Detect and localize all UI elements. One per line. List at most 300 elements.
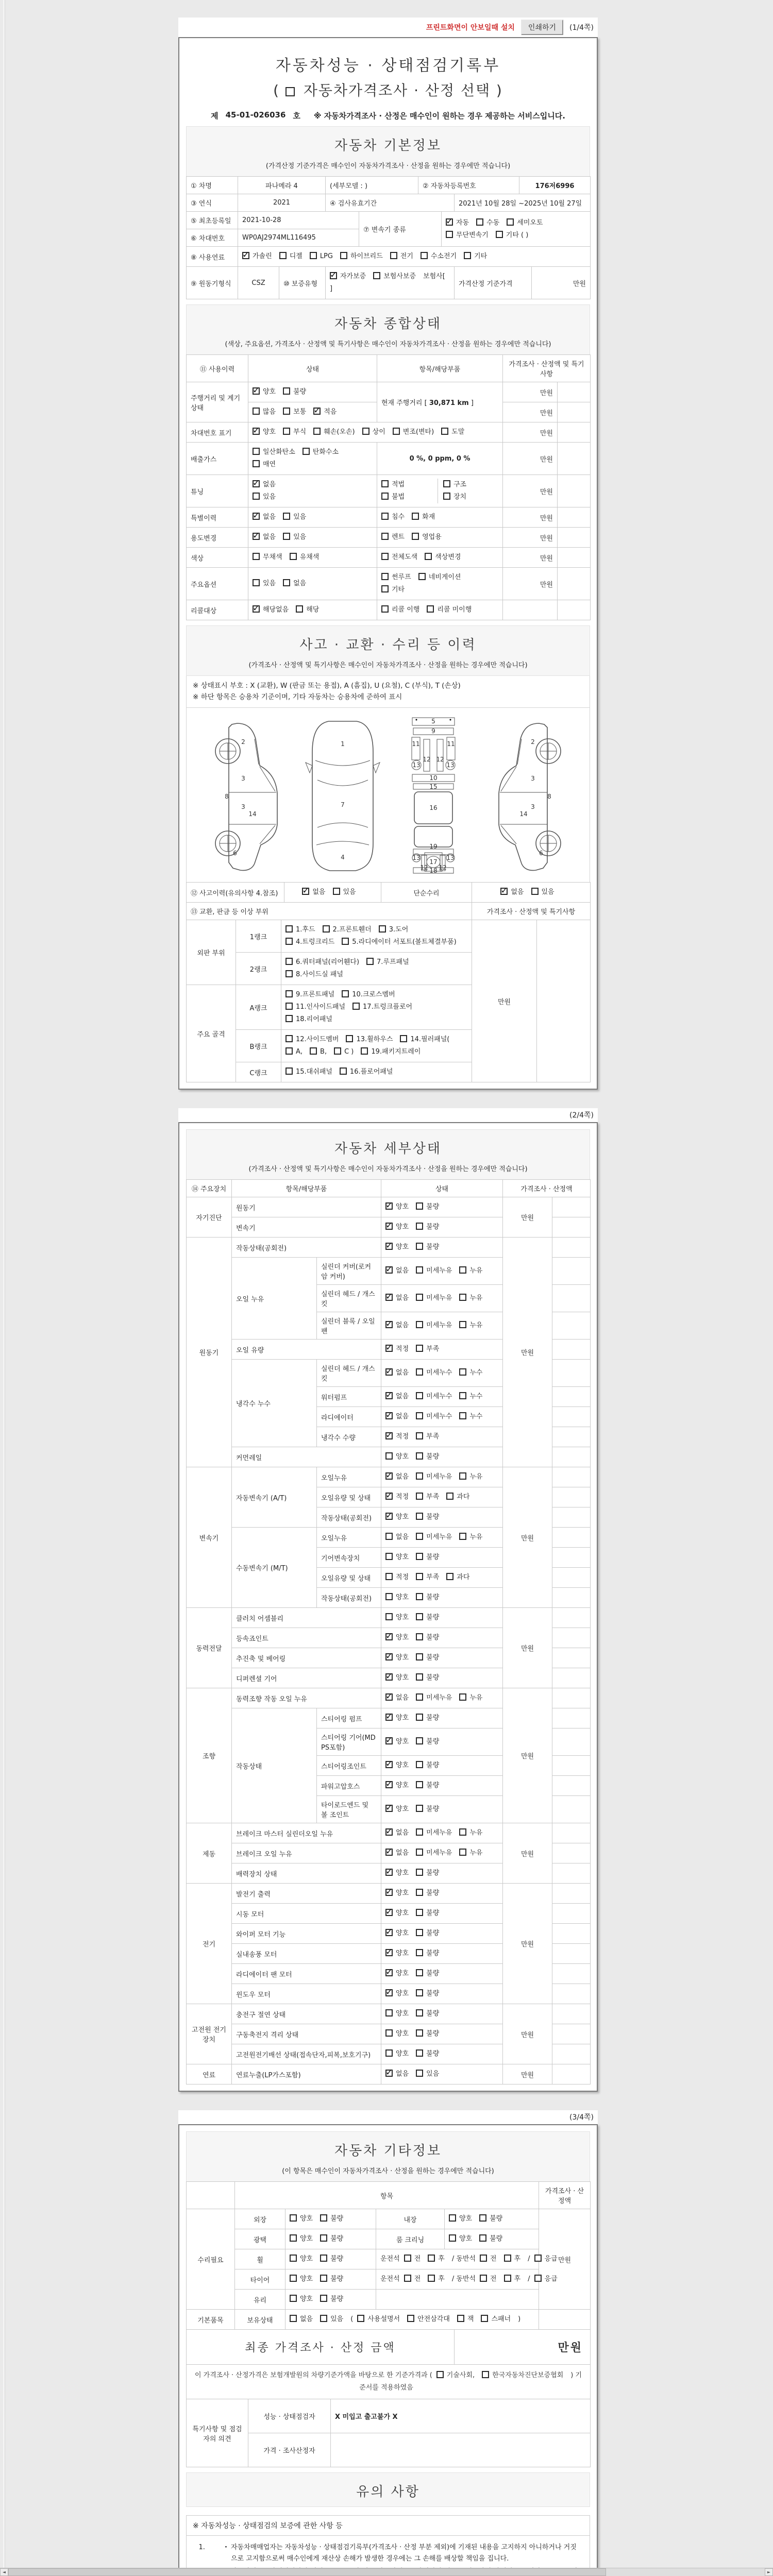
svg-text:8: 8 <box>225 793 229 801</box>
checkbox[interactable] <box>385 1345 393 1352</box>
fuel-options <box>238 247 591 267</box>
checkbox-option: 보통 <box>283 406 306 418</box>
checkbox[interactable] <box>416 1633 423 1640</box>
checkbox[interactable] <box>416 1513 423 1520</box>
checkbox[interactable] <box>443 493 450 500</box>
svg-text:3: 3 <box>531 775 535 783</box>
horizontal-scrollbar[interactable] <box>0 2568 773 2576</box>
checkbox[interactable] <box>283 533 290 540</box>
checkbox-option: ✓ 양호 <box>385 1632 409 1644</box>
checkbox-option: 후 <box>428 2253 445 2265</box>
checkbox[interactable] <box>446 1573 453 1580</box>
checkbox[interactable] <box>285 1035 293 1042</box>
checkbox[interactable] <box>352 1003 360 1010</box>
checkbox[interactable] <box>459 1533 466 1540</box>
checkbox-option: ✓ 양호 <box>385 1221 409 1233</box>
checkbox[interactable] <box>323 925 330 933</box>
checkbox[interactable] <box>416 2029 423 2037</box>
checkbox[interactable] <box>385 1613 393 1620</box>
checkbox-option: ✓ 양호 <box>385 1867 409 1879</box>
checkbox[interactable] <box>416 1909 423 1916</box>
checkbox[interactable] <box>385 1432 393 1439</box>
checkbox-option: 불량 <box>416 1780 439 1792</box>
checkbox[interactable] <box>416 1653 423 1660</box>
checkbox[interactable] <box>385 2049 393 2057</box>
checkbox[interactable] <box>385 1412 393 1419</box>
checkbox-option: 기타 ( ) <box>496 229 529 242</box>
checkbox-option: 불량 <box>416 1221 439 1233</box>
checkbox-option: 불량 <box>416 2028 439 2040</box>
checkbox[interactable] <box>302 888 309 895</box>
checkbox-option: C ) <box>334 1046 354 1058</box>
checkbox-option: 없음 <box>290 2313 313 2326</box>
checkbox-option: 전체도색 <box>381 551 417 564</box>
checkbox[interactable] <box>253 553 260 560</box>
checkbox[interactable] <box>385 1869 393 1876</box>
checkbox-option: ✓ 양호 <box>385 1988 409 2000</box>
checkbox[interactable] <box>412 513 419 520</box>
checkbox[interactable] <box>416 1869 423 1876</box>
checkbox[interactable] <box>480 2275 487 2282</box>
checkbox[interactable] <box>504 2275 511 2282</box>
checkbox[interactable] <box>285 1015 293 1022</box>
checkbox[interactable] <box>500 888 508 895</box>
checkbox[interactable] <box>457 2315 464 2322</box>
checkbox-option: 양호 <box>385 1451 409 1463</box>
checkbox[interactable] <box>385 1653 393 1660</box>
checkbox[interactable] <box>290 2255 297 2262</box>
price-select-checkbox[interactable] <box>285 87 295 96</box>
checkbox[interactable] <box>385 1693 393 1701</box>
checkbox-option: 불량 <box>416 1591 439 1604</box>
checkbox[interactable] <box>253 387 260 395</box>
checkbox[interactable] <box>253 460 260 467</box>
checkbox[interactable] <box>373 272 380 279</box>
checkbox[interactable] <box>390 252 397 259</box>
checkbox[interactable] <box>285 970 293 977</box>
checkbox[interactable] <box>381 513 389 520</box>
section-notice-title: 유의 사항 <box>186 2472 590 2507</box>
state-options <box>381 1548 503 1568</box>
checkbox[interactable] <box>290 2295 297 2302</box>
checkbox[interactable] <box>446 218 453 226</box>
state-options <box>381 1407 503 1427</box>
checkbox[interactable] <box>459 1368 466 1376</box>
first-reg-value: 2021-10-28 <box>238 212 359 229</box>
checkbox[interactable] <box>416 1969 423 1976</box>
checkbox-option: 훼손(오손) <box>313 426 355 438</box>
checkbox[interactable] <box>334 1047 341 1055</box>
checkbox[interactable] <box>342 938 349 945</box>
checkbox[interactable] <box>443 480 450 487</box>
checkbox[interactable] <box>385 1392 393 1399</box>
checkbox[interactable] <box>412 533 419 540</box>
checkbox[interactable] <box>320 2275 327 2282</box>
checkbox[interactable] <box>416 1412 423 1419</box>
checkbox[interactable] <box>290 553 297 560</box>
checkbox[interactable] <box>385 1513 393 1520</box>
device-group: 연료 <box>187 2064 232 2084</box>
device-group: 자기진단 <box>187 1197 232 1238</box>
checkbox[interactable] <box>416 1573 423 1580</box>
checkbox[interactable] <box>381 573 389 580</box>
checkbox[interactable] <box>416 1828 423 1836</box>
checkbox-option: 18.리어패널 <box>285 1013 332 1026</box>
checkbox[interactable] <box>385 2070 393 2077</box>
checkbox[interactable] <box>416 1781 423 1788</box>
state-options <box>381 1608 503 1628</box>
svg-text:12: 12 <box>439 864 447 872</box>
state-options <box>381 1708 503 1728</box>
svg-text:3: 3 <box>531 803 535 811</box>
checkbox[interactable] <box>361 1047 368 1055</box>
checkbox[interactable] <box>283 387 290 395</box>
simple-repair-options <box>472 883 591 903</box>
checkbox-option: ✓없음 <box>385 1319 409 1332</box>
checkbox[interactable] <box>479 2234 486 2242</box>
checkbox[interactable] <box>285 925 293 933</box>
notice-item: · 1. 자동차매매업자는 자동차성능 · 상태점검기록부(가격조사 · 산정 부분 제외)에 기재된 내용을 고지하지 아니하거나 거짓으로 고지함으로써 매수인에게 재산상 손해가 발생한 경우에는 그 손해를 배상할 책임을 집니다. · <box>207 2542 580 2576</box>
checkbox[interactable] <box>320 2234 327 2242</box>
checkbox[interactable] <box>320 2255 327 2262</box>
checkbox[interactable] <box>480 2255 487 2262</box>
checkbox[interactable] <box>381 533 389 540</box>
checkbox-option: 스패너 <box>481 2313 511 2326</box>
install-notice[interactable]: 프린트화면이 안보일때 설치 <box>426 24 515 32</box>
checkbox-option: ✓ 가솔린 <box>242 250 272 263</box>
checkbox[interactable] <box>340 252 347 259</box>
checkbox[interactable] <box>296 605 303 613</box>
checkbox[interactable] <box>285 1067 293 1075</box>
checkbox[interactable] <box>385 1294 393 1301</box>
checkbox[interactable] <box>313 408 321 415</box>
checkbox[interactable] <box>330 272 337 279</box>
basic-row-5: ⑧ 사용연료 ✓ 가솔린 디젤 LPG 하이브리드 전기 수소전기 기타 <box>186 246 591 267</box>
svg-text:14: 14 <box>519 810 528 818</box>
checkbox[interactable] <box>534 2275 542 2282</box>
checkbox[interactable] <box>283 513 290 520</box>
checkbox[interactable] <box>253 428 260 435</box>
checkbox[interactable] <box>459 1472 466 1480</box>
checkbox[interactable] <box>385 1553 393 1560</box>
state-options <box>381 1528 503 1548</box>
checkbox[interactable] <box>385 1929 393 1936</box>
checkbox[interactable] <box>242 252 249 259</box>
checkbox[interactable] <box>459 1321 466 1328</box>
state-options <box>381 1884 503 1904</box>
checkbox[interactable] <box>385 1223 393 1230</box>
checkbox[interactable] <box>385 1828 393 1836</box>
checkbox[interactable] <box>320 2214 327 2222</box>
checkbox[interactable] <box>416 1714 423 1721</box>
scroll-right-arrow-icon[interactable]: ► <box>765 2568 773 2576</box>
checkbox[interactable] <box>416 1321 423 1328</box>
checkbox[interactable] <box>313 428 321 435</box>
checkbox[interactable] <box>418 573 426 580</box>
checkbox[interactable] <box>416 1432 423 1439</box>
svg-text:11: 11 <box>447 740 455 748</box>
checkbox[interactable] <box>436 2371 444 2378</box>
checkbox[interactable] <box>449 2214 456 2222</box>
checkbox[interactable] <box>496 231 503 238</box>
checkbox[interactable] <box>481 2315 488 2322</box>
checkbox[interactable] <box>476 218 483 226</box>
checkbox[interactable] <box>416 1392 423 1399</box>
checkbox[interactable] <box>253 513 260 520</box>
checkbox[interactable] <box>253 605 260 613</box>
svg-text:6: 6 <box>539 850 543 857</box>
checkbox[interactable] <box>428 2255 435 2262</box>
checkbox[interactable] <box>385 1472 393 1480</box>
checkbox[interactable] <box>416 1472 423 1480</box>
checkbox[interactable] <box>381 553 389 560</box>
checkbox-option: 양호 <box>290 2293 313 2306</box>
state-options <box>381 1628 503 1648</box>
comprehensive-table <box>186 354 590 620</box>
checkbox[interactable] <box>381 605 389 613</box>
opinion-table: 특기사항 및 점검자의 의견 성능 · 상태점검자 X 미입고 출고불가 X 가격 · 조사산정자 <box>186 2399 591 2467</box>
checkbox[interactable] <box>385 1202 393 1210</box>
checkbox[interactable] <box>385 2009 393 2016</box>
checkbox[interactable] <box>285 938 293 945</box>
checkbox[interactable] <box>385 1321 393 1328</box>
checkbox[interactable] <box>385 1889 393 1896</box>
checkbox[interactable] <box>404 2255 411 2262</box>
svg-text:13: 13 <box>412 761 421 769</box>
checkbox-option: 불량 <box>479 2213 502 2225</box>
final-price-label: 최종 가격조사 · 산정 금액 <box>187 2330 455 2365</box>
checkbox[interactable] <box>379 925 386 933</box>
checkbox-option: 적정 <box>385 1571 409 1584</box>
gas-options <box>248 443 377 475</box>
checkbox[interactable] <box>416 1889 423 1896</box>
checkbox[interactable] <box>449 2234 456 2242</box>
rank-table: 외판 부위 1랭크 1.후드 2.프론트휀더 3.도어4.트렁크리드 5.라디에이터 서포트(볼트체결부품) 만원 2랭크 6.쿼터패널(리어휀다) 7.루프패널8.사이드실 패널 주요 골격 A랭크 9.프론트패널 10.크로스멤버11.인사이드패널 17.트렁크플로어18.리어패널 B랭크 12.사이드멤버 13.휠하우스 14.필러패널(A, B, C ) 19.패키지트레이 C랭크 15.대쉬패널 16.플로어패널 <box>186 920 591 1082</box>
checkbox[interactable] <box>416 1693 423 1701</box>
state-options <box>381 1984 503 2004</box>
checkbox[interactable] <box>416 1949 423 1956</box>
checkbox[interactable] <box>416 1243 423 1250</box>
checkbox[interactable] <box>385 1909 393 1916</box>
checkbox[interactable] <box>459 1294 466 1301</box>
checkbox[interactable] <box>385 1781 393 1788</box>
checkbox[interactable] <box>416 1533 423 1540</box>
checkbox[interactable] <box>441 428 448 435</box>
checkbox[interactable] <box>385 1989 393 1996</box>
checkbox[interactable] <box>428 2275 435 2282</box>
checkbox-option: ✓없음 <box>385 1367 409 1379</box>
checkbox[interactable] <box>416 1849 423 1856</box>
checkbox[interactable] <box>482 2371 489 2378</box>
checkbox-option: 기술사회, <box>436 2369 475 2382</box>
vin-mark-options <box>248 422 503 443</box>
checkbox[interactable] <box>285 990 293 997</box>
svg-text:2: 2 <box>241 738 245 746</box>
checkbox[interactable] <box>340 1067 347 1075</box>
checkbox[interactable] <box>253 533 260 540</box>
checkbox[interactable] <box>416 1929 423 1936</box>
checkbox-option: ✓ 양호 <box>385 1712 409 1724</box>
checkbox[interactable] <box>421 252 428 259</box>
checkbox[interactable] <box>507 218 514 226</box>
checkbox[interactable] <box>346 1035 353 1042</box>
checkbox[interactable] <box>404 2275 411 2282</box>
checkbox[interactable] <box>416 1452 423 1460</box>
checkbox-option: 없음 <box>385 1531 409 1544</box>
checkbox[interactable] <box>416 1368 423 1376</box>
checkbox[interactable] <box>400 1035 407 1042</box>
checkbox-option: 불량 <box>416 1511 439 1523</box>
warranty-options: ✓자가보증 보험사보증 보험사[ ] <box>326 267 455 299</box>
checkbox[interactable] <box>290 2214 297 2222</box>
checkbox[interactable] <box>504 2255 511 2262</box>
checkbox[interactable] <box>290 2275 297 2282</box>
scrollbar-thumb[interactable] <box>8 2568 606 2576</box>
checkbox[interactable] <box>416 1805 423 1812</box>
checkbox-option: 양호 <box>449 2213 472 2225</box>
checkbox[interactable] <box>416 1737 423 1744</box>
checkbox[interactable] <box>253 480 260 487</box>
checkbox-option: 누유 <box>459 1265 482 1277</box>
checkbox[interactable] <box>285 1003 293 1010</box>
checkbox[interactable] <box>427 605 434 613</box>
checkbox-option: 후 <box>504 2253 521 2265</box>
checkbox[interactable] <box>253 448 260 455</box>
checkbox[interactable] <box>342 990 349 997</box>
checkbox[interactable] <box>290 2234 297 2242</box>
checkbox-option: ✓없음 <box>253 479 276 491</box>
checkbox-option: 있음 <box>253 578 276 590</box>
state-options <box>381 1387 503 1407</box>
checkbox-option: 누유 <box>459 1827 482 1839</box>
checkbox[interactable] <box>385 1633 393 1640</box>
svg-text:18: 18 <box>429 867 438 875</box>
checkbox[interactable] <box>381 480 389 487</box>
checkbox[interactable] <box>407 2315 414 2322</box>
checkbox[interactable] <box>464 252 471 259</box>
checkbox[interactable] <box>446 231 453 238</box>
checkbox[interactable] <box>459 1828 466 1836</box>
checkbox[interactable] <box>253 579 260 586</box>
checkbox-option: 유채색 <box>290 551 320 564</box>
checkbox[interactable] <box>416 1553 423 1560</box>
checkbox[interactable] <box>385 1243 393 1250</box>
checkbox[interactable] <box>381 493 389 500</box>
print-button[interactable]: 인쇄하기 <box>521 20 563 35</box>
checkbox[interactable] <box>362 428 369 435</box>
checkbox[interactable] <box>385 1573 393 1580</box>
checkbox[interactable] <box>357 2315 364 2322</box>
checkbox[interactable] <box>279 252 287 259</box>
checkbox-option: 누유 <box>459 1319 482 1332</box>
checkbox-option: 11.인사이드패널 <box>285 1001 345 1013</box>
checkbox[interactable] <box>416 2009 423 2016</box>
checkbox[interactable] <box>283 428 290 435</box>
state-options <box>381 1756 503 1776</box>
checkbox[interactable] <box>416 2049 423 2057</box>
checkbox[interactable] <box>253 408 260 415</box>
checkbox[interactable] <box>425 553 432 560</box>
checkbox[interactable] <box>416 1761 423 1768</box>
checkbox[interactable] <box>459 1392 466 1399</box>
checkbox[interactable] <box>283 579 290 586</box>
checkbox[interactable] <box>459 1849 466 1856</box>
checkbox[interactable] <box>385 1761 393 1768</box>
checkbox[interactable] <box>333 888 340 895</box>
checkbox[interactable] <box>285 958 293 965</box>
checkbox[interactable] <box>385 1266 393 1274</box>
checkbox[interactable] <box>285 1047 293 1055</box>
checkbox[interactable] <box>385 1593 393 1600</box>
checkbox[interactable] <box>531 888 539 895</box>
checkbox[interactable] <box>416 1989 423 1996</box>
checkbox[interactable] <box>385 1849 393 1856</box>
checkbox[interactable] <box>385 1493 393 1500</box>
checkbox[interactable] <box>283 408 290 415</box>
checkbox[interactable] <box>385 1533 393 1540</box>
checkbox-option: 전 <box>404 2253 421 2265</box>
checkbox-option: 12.사이드멤버 <box>285 1033 339 1046</box>
checkbox[interactable] <box>385 1805 393 1812</box>
checkbox[interactable] <box>459 1266 466 1274</box>
checkbox[interactable] <box>416 1266 423 1274</box>
checkbox-option: 미세누유 <box>416 1531 452 1544</box>
checkbox[interactable] <box>416 1493 423 1500</box>
checkbox[interactable] <box>416 1593 423 1600</box>
checkbox[interactable] <box>416 2070 423 2077</box>
checkbox[interactable] <box>385 2029 393 2037</box>
checkbox-option: 많음 <box>253 406 276 418</box>
checkbox[interactable] <box>416 1613 423 1620</box>
checkbox[interactable] <box>534 2255 542 2262</box>
checkbox[interactable] <box>290 2315 297 2322</box>
checkbox[interactable] <box>385 1452 393 1460</box>
scroll-left-arrow-icon[interactable]: ◄ <box>0 2568 8 2576</box>
checkbox[interactable] <box>253 493 260 500</box>
checkbox[interactable] <box>385 1714 393 1721</box>
car-damage-diagram <box>186 708 590 883</box>
checkbox[interactable] <box>385 1969 393 1976</box>
checkbox[interactable] <box>459 1693 466 1701</box>
checkbox[interactable] <box>310 252 317 259</box>
checkbox[interactable] <box>303 448 310 455</box>
checkbox-option: 양호 <box>449 2233 472 2245</box>
checkbox[interactable] <box>479 2214 486 2222</box>
checkbox[interactable] <box>381 585 389 592</box>
checkbox[interactable] <box>385 1949 393 1956</box>
checkbox[interactable] <box>416 1202 423 1210</box>
checkbox[interactable] <box>385 1737 393 1744</box>
checkbox[interactable] <box>416 1345 423 1352</box>
checkbox[interactable] <box>446 1493 453 1500</box>
checkbox[interactable] <box>459 1412 466 1419</box>
checkbox[interactable] <box>416 1673 423 1681</box>
engine-type-value: CSZ <box>238 267 279 299</box>
checkbox-option: ✓ 양호 <box>385 1241 409 1253</box>
checkbox[interactable] <box>366 958 374 965</box>
checkbox[interactable] <box>310 1047 317 1055</box>
checkbox-option: 미세누유 <box>416 1471 452 1483</box>
checkbox[interactable] <box>416 1223 423 1230</box>
checkbox[interactable] <box>385 1368 393 1376</box>
checkbox[interactable] <box>320 2295 327 2302</box>
checkbox[interactable] <box>393 428 400 435</box>
checkbox[interactable] <box>416 1294 423 1301</box>
accident-history-row: ⑫ 사고이력(유의사항 4.참조) ✓ 없음 있음 단순수리 ✓ 없음 있음 <box>186 882 591 903</box>
checkbox-option: 불량 <box>416 1652 439 1664</box>
checkbox[interactable] <box>320 2315 327 2322</box>
checkbox[interactable] <box>385 1673 393 1681</box>
